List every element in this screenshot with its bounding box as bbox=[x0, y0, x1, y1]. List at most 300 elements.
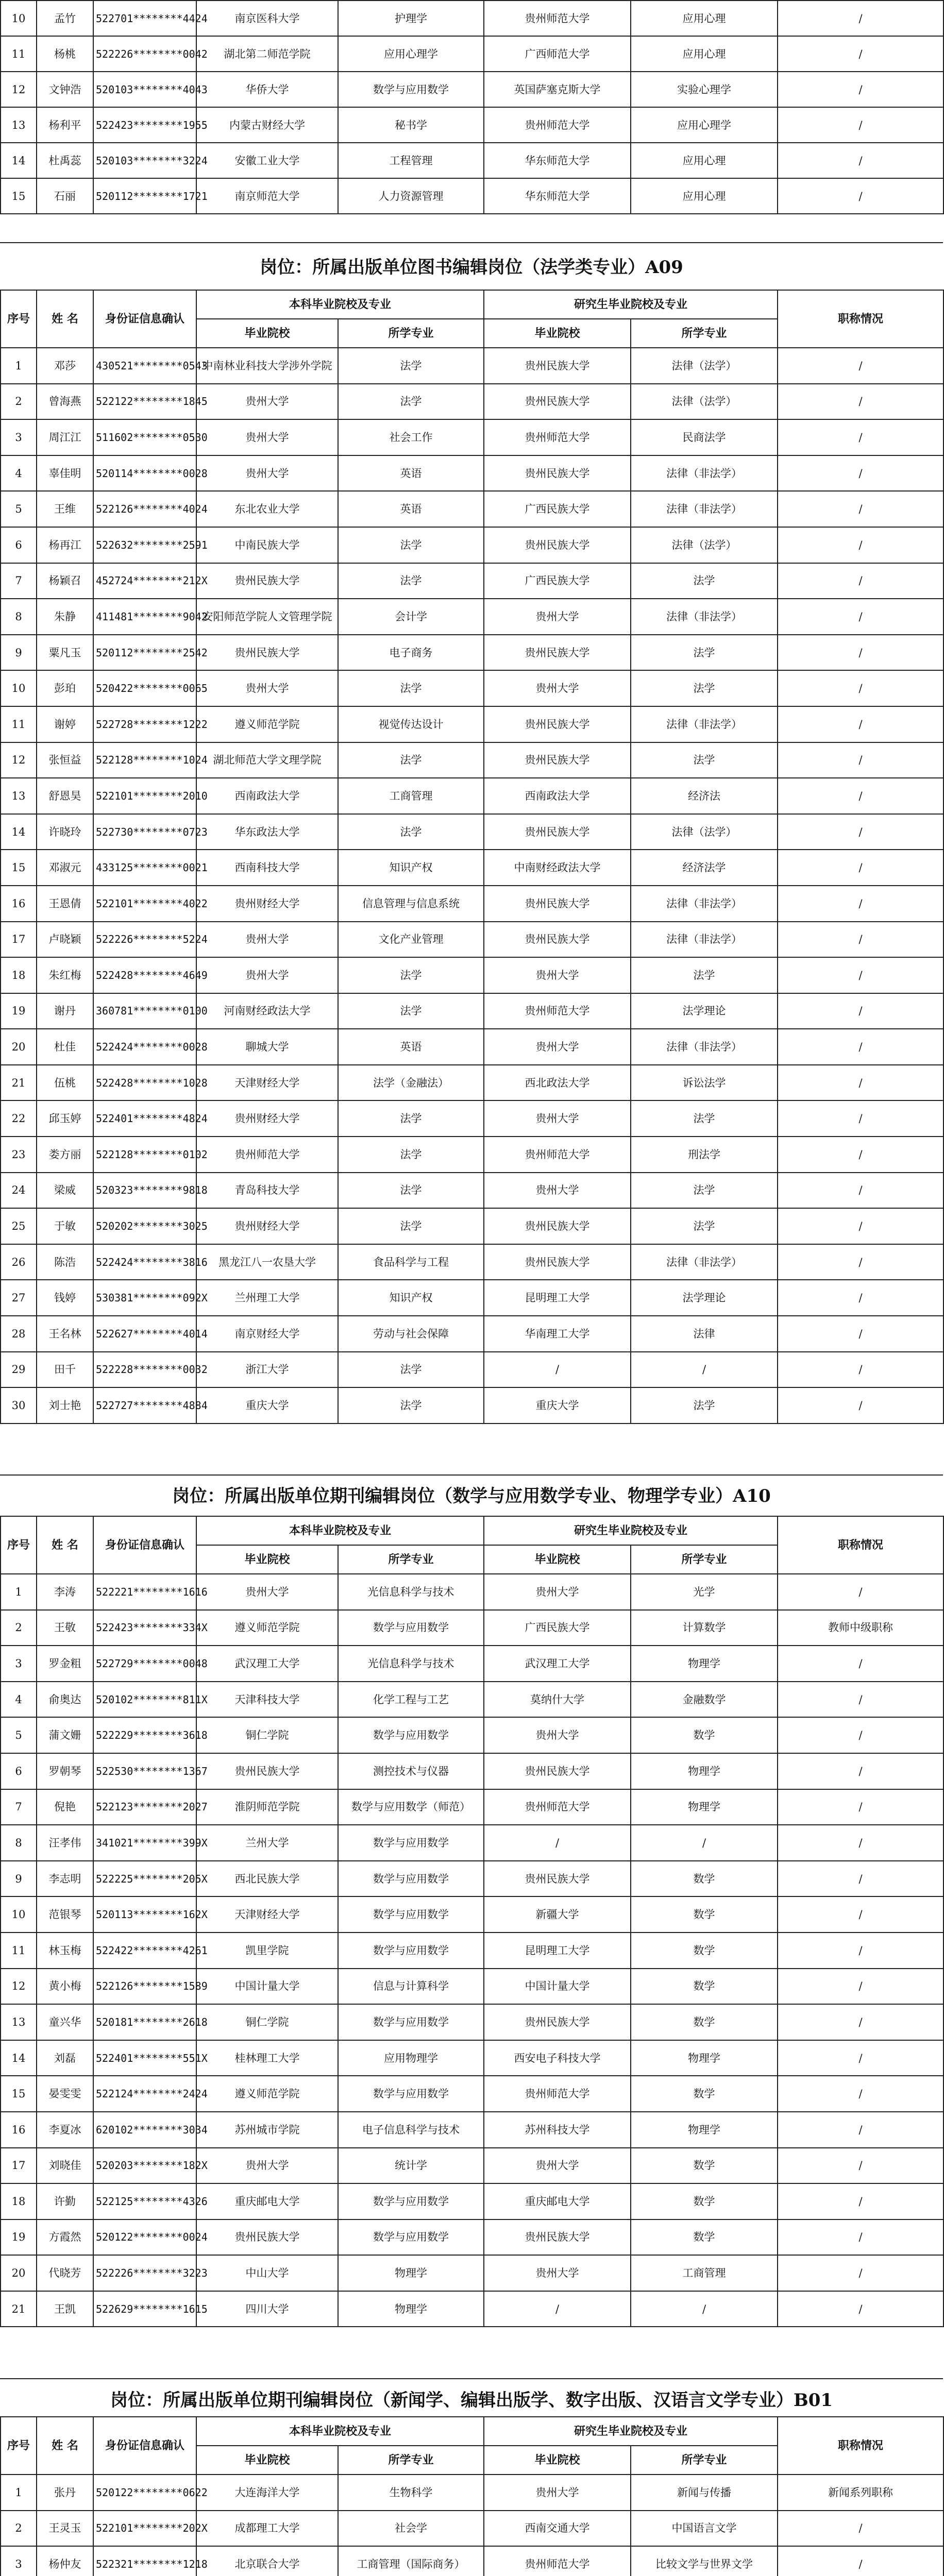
id-cell: 522423********1955 bbox=[93, 107, 196, 143]
ug-major-cell: 法学 bbox=[338, 1387, 484, 1423]
title-cell: / bbox=[778, 1029, 943, 1065]
pg-school-cell: 贵州师范大学 bbox=[484, 419, 631, 455]
ug-major-cell: 法学 bbox=[338, 1100, 484, 1137]
title-cell: / bbox=[778, 922, 943, 958]
seq-cell: 15 bbox=[1, 2076, 37, 2112]
table-row bbox=[1, 706, 943, 742]
name-cell: 杨颖召 bbox=[37, 563, 93, 599]
pg-major-cell: 比较文学与世界文学 bbox=[631, 2546, 778, 2576]
seq-cell: 11 bbox=[1, 706, 37, 742]
name-cell: 辜佳明 bbox=[37, 455, 93, 492]
name-cell: 孟竹 bbox=[37, 1, 93, 36]
table-row bbox=[1, 1316, 943, 1352]
pg-major-cell: / bbox=[631, 1825, 778, 1861]
title-cell: / bbox=[778, 1574, 943, 1610]
seq-cell: 2 bbox=[1, 2511, 37, 2547]
pg-school-cell: 中南财经政法大学 bbox=[484, 850, 631, 886]
ug-major-cell: 数学与应用数学 bbox=[338, 2004, 484, 2040]
name-cell: 田千 bbox=[37, 1352, 93, 1388]
pg-school-cell: 贵州师范大学 bbox=[484, 2076, 631, 2112]
ug-school-cell: 贵州师范大学 bbox=[196, 1137, 338, 1173]
pg-major-cell: 法律（非法学） bbox=[631, 922, 778, 958]
table-row bbox=[1, 1352, 943, 1388]
pg-major-cell: 民商法学 bbox=[631, 419, 778, 455]
ug-school-cell: 凯里学院 bbox=[196, 1933, 338, 1969]
seq-cell: 10 bbox=[1, 670, 37, 706]
pg-school-cell: 贵州民族大学 bbox=[484, 2004, 631, 2040]
ug-school-cell: 北京联合大学 bbox=[196, 2546, 338, 2576]
table-row bbox=[1, 2255, 943, 2291]
ug-school-cell: 天津科技大学 bbox=[196, 1682, 338, 1718]
name-cell: 石丽 bbox=[37, 178, 93, 214]
pg-major-cell: 法学 bbox=[631, 1100, 778, 1137]
ug-school-cell: 淮阴师范学院 bbox=[196, 1789, 338, 1825]
pg-major-cell: 法律（非法学） bbox=[631, 706, 778, 742]
name-cell: 谢丹 bbox=[37, 993, 93, 1029]
name-cell: 王名林 bbox=[37, 1316, 93, 1352]
ug-major-cell: 法学 bbox=[338, 1173, 484, 1209]
seq-cell: 9 bbox=[1, 1861, 37, 1897]
pg-major-cell: 法律（非法学） bbox=[631, 491, 778, 527]
title-cell: / bbox=[778, 2219, 943, 2256]
pg-major-cell: 法律（非法学） bbox=[631, 1029, 778, 1065]
pg-school-cell: 贵州民族大学 bbox=[484, 814, 631, 850]
table-row bbox=[1, 2183, 943, 2219]
pg-major-cell: 数学 bbox=[631, 2219, 778, 2256]
title-cell: / bbox=[778, 527, 943, 563]
section-divider bbox=[0, 1475, 943, 1476]
ug-major-cell: 视觉传达设计 bbox=[338, 706, 484, 742]
ug-school-cell: 贵州大学 bbox=[196, 922, 338, 958]
name-cell: 邓淑元 bbox=[37, 850, 93, 886]
pg-major-cell: 数学 bbox=[631, 2148, 778, 2184]
pg-major-cell: 法律（非法学） bbox=[631, 455, 778, 492]
title-cell: / bbox=[778, 670, 943, 706]
seq-cell: 28 bbox=[1, 1316, 37, 1352]
id-cell: 522423********334X bbox=[93, 1610, 196, 1646]
id-cell: 433125********0021 bbox=[93, 850, 196, 886]
table-row bbox=[1, 384, 943, 420]
pg-major-cell: 诉讼法学 bbox=[631, 1065, 778, 1101]
ug-major-cell: 工商管理（国际商务） bbox=[338, 2546, 484, 2576]
seq-cell: 8 bbox=[1, 1825, 37, 1861]
pg-school-cell: 广西师范大学 bbox=[484, 36, 631, 72]
name-cell: 李涛 bbox=[37, 1574, 93, 1610]
header-title: 职称情况 bbox=[778, 1516, 943, 1574]
ug-major-cell: 人力资源管理 bbox=[338, 178, 484, 214]
name-cell: 杜禹蕊 bbox=[37, 143, 93, 178]
seq-cell: 18 bbox=[1, 2183, 37, 2219]
name-cell: 罗朝琴 bbox=[37, 1753, 93, 1789]
header-pg-school: 毕业院校 bbox=[484, 1545, 631, 1574]
pg-major-cell: 数学 bbox=[631, 2183, 778, 2219]
id-cell: 520203********182X bbox=[93, 2148, 196, 2184]
table-row bbox=[1, 491, 943, 527]
name-cell: 邱玉婷 bbox=[37, 1100, 93, 1137]
header-ug-major: 所学专业 bbox=[338, 319, 484, 348]
pg-school-cell: 贵州师范大学 bbox=[484, 1137, 631, 1173]
seq-cell: 26 bbox=[1, 1244, 37, 1280]
name-cell: 代晓芳 bbox=[37, 2255, 93, 2291]
ug-major-cell: 应用物理学 bbox=[338, 2040, 484, 2076]
id-cell: 522321********1218 bbox=[93, 2546, 196, 2576]
id-cell: 530381********092X bbox=[93, 1280, 196, 1316]
seq-cell: 5 bbox=[1, 491, 37, 527]
ug-school-cell: 贵州民族大学 bbox=[196, 1753, 338, 1789]
id-cell: 520422********0065 bbox=[93, 670, 196, 706]
pg-major-cell: / bbox=[631, 2291, 778, 2327]
name-cell: 王凯 bbox=[37, 2291, 93, 2327]
header-postgrad: 研究生毕业院校及专业 bbox=[484, 290, 778, 319]
name-cell: 童兴华 bbox=[37, 2004, 93, 2040]
table-row bbox=[1, 1682, 943, 1718]
header-row bbox=[1, 1516, 943, 1545]
seq-cell: 29 bbox=[1, 1352, 37, 1388]
seq-cell: 4 bbox=[1, 455, 37, 492]
title-cell: / bbox=[778, 384, 943, 420]
seq-cell: 6 bbox=[1, 1753, 37, 1789]
name-cell: 林玉梅 bbox=[37, 1933, 93, 1969]
pg-school-cell: 贵州大学 bbox=[484, 1100, 631, 1137]
name-cell: 文钟浩 bbox=[37, 72, 93, 107]
id-cell: 522124********2424 bbox=[93, 2076, 196, 2112]
pg-school-cell: 贵州民族大学 bbox=[484, 1861, 631, 1897]
pg-school-cell: 西北政法大学 bbox=[484, 1065, 631, 1101]
header-seq: 序号 bbox=[1, 290, 37, 348]
table-row bbox=[1, 957, 943, 993]
ug-major-cell: 光信息科学与技术 bbox=[338, 1646, 484, 1682]
ug-major-cell: 法学 bbox=[338, 1208, 484, 1244]
id-cell: 520114********0028 bbox=[93, 455, 196, 492]
name-cell: 杨利平 bbox=[37, 107, 93, 143]
ug-major-cell: 法学 bbox=[338, 993, 484, 1029]
id-cell: 522728********1222 bbox=[93, 706, 196, 742]
table-row bbox=[1, 1387, 943, 1423]
title-cell: / bbox=[778, 886, 943, 922]
title-cell: / bbox=[778, 850, 943, 886]
pg-major-cell: 新闻与传播 bbox=[631, 2475, 778, 2511]
pg-major-cell: 法律（法学） bbox=[631, 527, 778, 563]
pg-school-cell: 贵州民族大学 bbox=[484, 742, 631, 778]
seq-cell: 12 bbox=[1, 72, 37, 107]
ug-school-cell: 大连海洋大学 bbox=[196, 2475, 338, 2511]
table-row bbox=[1, 814, 943, 850]
pg-major-cell: 应用心理 bbox=[631, 1, 778, 36]
name-cell: 李志明 bbox=[37, 1861, 93, 1897]
pg-school-cell: 贵州民族大学 bbox=[484, 348, 631, 384]
title-cell: / bbox=[778, 1646, 943, 1682]
id-cell: 520323********9818 bbox=[93, 1173, 196, 1209]
table-row bbox=[1, 2475, 943, 2511]
pg-school-cell: 贵州师范大学 bbox=[484, 993, 631, 1029]
seq-cell: 1 bbox=[1, 2475, 37, 2511]
id-cell: 522729********0048 bbox=[93, 1646, 196, 1682]
seq-cell: 21 bbox=[1, 2291, 37, 2327]
pg-major-cell: 应用心理 bbox=[631, 143, 778, 178]
title-cell: / bbox=[778, 706, 943, 742]
name-cell: 张恒益 bbox=[37, 742, 93, 778]
title-cell: / bbox=[778, 635, 943, 671]
id-cell: 522422********4261 bbox=[93, 1933, 196, 1969]
seq-cell: 21 bbox=[1, 1065, 37, 1101]
pg-school-cell: 贵州大学 bbox=[484, 957, 631, 993]
seq-cell: 14 bbox=[1, 143, 37, 178]
title-cell: / bbox=[778, 72, 943, 107]
header-name: 姓 名 bbox=[37, 1516, 93, 1574]
pg-school-cell: 贵州大学 bbox=[484, 2255, 631, 2291]
pg-major-cell: 数学 bbox=[631, 1896, 778, 1933]
header-title: 职称情况 bbox=[778, 2417, 943, 2475]
pg-school-cell: 华东师范大学 bbox=[484, 143, 631, 178]
table-row bbox=[1, 107, 943, 143]
pg-school-cell: 华东师范大学 bbox=[484, 178, 631, 214]
pg-major-cell: 物理学 bbox=[631, 1753, 778, 1789]
id-cell: 522128********1024 bbox=[93, 742, 196, 778]
pg-school-cell: 英国萨塞克斯大学 bbox=[484, 72, 631, 107]
id-cell: 522101********2010 bbox=[93, 778, 196, 814]
name-cell: 朱静 bbox=[37, 599, 93, 635]
ug-major-cell: 数学与应用数学 bbox=[338, 1861, 484, 1897]
seq-cell: 20 bbox=[1, 2255, 37, 2291]
header-seq: 序号 bbox=[1, 1516, 37, 1574]
seq-cell: 17 bbox=[1, 922, 37, 958]
id-cell: 341021********399X bbox=[93, 1825, 196, 1861]
ug-major-cell: 数学与应用数学 bbox=[338, 2219, 484, 2256]
title-cell: / bbox=[778, 178, 943, 214]
pg-school-cell: 贵州民族大学 bbox=[484, 635, 631, 671]
header-pg-major: 所学专业 bbox=[631, 319, 778, 348]
ug-school-cell: 安徽工业大学 bbox=[196, 143, 338, 178]
header-id: 身份证信息确认 bbox=[93, 1516, 196, 1574]
table-row bbox=[1, 36, 943, 72]
pg-school-cell: 中国计量大学 bbox=[484, 1969, 631, 2005]
name-cell: 方霞然 bbox=[37, 2219, 93, 2256]
table-row bbox=[1, 2511, 943, 2547]
pg-major-cell: 应用心理学 bbox=[631, 107, 778, 143]
id-cell: 522225********205X bbox=[93, 1861, 196, 1897]
title-cell: / bbox=[778, 1352, 943, 1388]
title-cell: / bbox=[778, 2112, 943, 2148]
ug-school-cell: 武汉理工大学 bbox=[196, 1646, 338, 1682]
id-cell: 522126********4024 bbox=[93, 491, 196, 527]
ug-major-cell: 电子信息科学与技术 bbox=[338, 2112, 484, 2148]
section-divider bbox=[0, 2378, 943, 2379]
id-cell: 522629********1615 bbox=[93, 2291, 196, 2327]
pg-school-cell: 昆明理工大学 bbox=[484, 1280, 631, 1316]
id-cell: 522122********1845 bbox=[93, 384, 196, 420]
table-row bbox=[1, 1137, 943, 1173]
id-cell: 522128********0102 bbox=[93, 1137, 196, 1173]
pg-major-cell: 法律（法学） bbox=[631, 384, 778, 420]
title-cell: / bbox=[778, 1137, 943, 1173]
table-row bbox=[1, 1280, 943, 1316]
ug-major-cell: 数学与应用数学 bbox=[338, 72, 484, 107]
pg-major-cell: 法学 bbox=[631, 670, 778, 706]
name-cell: 彭珀 bbox=[37, 670, 93, 706]
pg-school-cell: 贵州民族大学 bbox=[484, 527, 631, 563]
name-cell: 李夏冰 bbox=[37, 2112, 93, 2148]
name-cell: 于敏 bbox=[37, 1208, 93, 1244]
pg-major-cell: 计算数学 bbox=[631, 1610, 778, 1646]
ug-school-cell: 铜仁学院 bbox=[196, 1717, 338, 1753]
table-row bbox=[1, 2291, 943, 2327]
name-cell: 陈浩 bbox=[37, 1244, 93, 1280]
table-row bbox=[1, 670, 943, 706]
pg-school-cell: / bbox=[484, 2291, 631, 2327]
seq-cell: 24 bbox=[1, 1173, 37, 1209]
pg-school-cell: 贵州师范大学 bbox=[484, 107, 631, 143]
pg-school-cell: 贵州大学 bbox=[484, 2148, 631, 2184]
header-ug-school: 毕业院校 bbox=[196, 2446, 338, 2475]
ug-school-cell: 中南林业科技大学涉外学院 bbox=[196, 348, 338, 384]
pg-school-cell: 华南理工大学 bbox=[484, 1316, 631, 1352]
header-ug-major: 所学专业 bbox=[338, 1545, 484, 1574]
pg-major-cell: 法学 bbox=[631, 742, 778, 778]
name-cell: 杨仲友 bbox=[37, 2546, 93, 2576]
title-cell: / bbox=[778, 563, 943, 599]
ug-school-cell: 河南财经政法大学 bbox=[196, 993, 338, 1029]
pg-major-cell: 实验心理学 bbox=[631, 72, 778, 107]
ug-major-cell: 法学（金融法） bbox=[338, 1065, 484, 1101]
table-row bbox=[1, 2004, 943, 2040]
table-row bbox=[1, 419, 943, 455]
section-title: 岗位：所属出版单位期刊编辑岗位（新闻学、编辑出版学、数字出版、汉语言文学专业）B01 bbox=[110, 2390, 833, 2411]
pg-major-cell: 物理学 bbox=[631, 2112, 778, 2148]
id-cell: 522228********0032 bbox=[93, 1352, 196, 1388]
id-cell: 520103********3224 bbox=[93, 143, 196, 178]
pg-school-cell: 新疆大学 bbox=[484, 1896, 631, 1933]
name-cell: 钱婷 bbox=[37, 1280, 93, 1316]
table-row bbox=[1, 778, 943, 814]
ug-school-cell: 桂林理工大学 bbox=[196, 2040, 338, 2076]
seq-cell: 27 bbox=[1, 1280, 37, 1316]
header-pg-school: 毕业院校 bbox=[484, 2446, 631, 2475]
pg-major-cell: 法学 bbox=[631, 957, 778, 993]
title-cell: / bbox=[778, 778, 943, 814]
ug-school-cell: 天津财经大学 bbox=[196, 1065, 338, 1101]
pg-major-cell: 中国语言文学 bbox=[631, 2511, 778, 2547]
ug-school-cell: 华东政法大学 bbox=[196, 814, 338, 850]
ug-school-cell: 贵州民族大学 bbox=[196, 563, 338, 599]
table-row bbox=[1, 1789, 943, 1825]
pg-school-cell: 昆明理工大学 bbox=[484, 1933, 631, 1969]
title-cell: / bbox=[778, 2148, 943, 2184]
name-cell: 王恩倩 bbox=[37, 886, 93, 922]
table-row bbox=[1, 742, 943, 778]
ug-major-cell: 数学与应用数学 bbox=[338, 1717, 484, 1753]
pg-school-cell: 莫纳什大学 bbox=[484, 1682, 631, 1718]
header-pg-major: 所学专业 bbox=[631, 1545, 778, 1574]
seq-cell: 7 bbox=[1, 1789, 37, 1825]
name-cell: 汪孝伟 bbox=[37, 1825, 93, 1861]
pg-school-cell: 贵州民族大学 bbox=[484, 455, 631, 492]
table-row bbox=[1, 2112, 943, 2148]
id-cell: 522401********4824 bbox=[93, 1100, 196, 1137]
title-cell: / bbox=[778, 1825, 943, 1861]
pg-school-cell: 贵州民族大学 bbox=[484, 2219, 631, 2256]
pg-major-cell: 经济法 bbox=[631, 778, 778, 814]
name-cell: 刘磊 bbox=[37, 2040, 93, 2076]
header-title: 职称情况 bbox=[778, 290, 943, 348]
ug-major-cell: 法学 bbox=[338, 1137, 484, 1173]
header-pg-school: 毕业院校 bbox=[484, 319, 631, 348]
header-name: 姓 名 bbox=[37, 2417, 93, 2475]
ug-school-cell: 聊城大学 bbox=[196, 1029, 338, 1065]
seq-cell: 2 bbox=[1, 1610, 37, 1646]
table-row bbox=[1, 1208, 943, 1244]
id-cell: 522701********4424 bbox=[93, 1, 196, 36]
ug-school-cell: 南京师范大学 bbox=[196, 178, 338, 214]
ug-school-cell: 兰州理工大学 bbox=[196, 1280, 338, 1316]
header-postgrad: 研究生毕业院校及专业 bbox=[484, 2417, 778, 2446]
seq-cell: 13 bbox=[1, 107, 37, 143]
pg-major-cell: 金融数学 bbox=[631, 1682, 778, 1718]
ug-major-cell: 数学与应用数学（师范） bbox=[338, 1789, 484, 1825]
seq-cell: 6 bbox=[1, 527, 37, 563]
table-row bbox=[1, 1896, 943, 1933]
id-cell: 522424********0028 bbox=[93, 1029, 196, 1065]
ug-school-cell: 内蒙古财经大学 bbox=[196, 107, 338, 143]
ug-major-cell: 法学 bbox=[338, 527, 484, 563]
pg-school-cell: 贵州大学 bbox=[484, 1029, 631, 1065]
name-cell: 舒恩昊 bbox=[37, 778, 93, 814]
table-row bbox=[1, 1825, 943, 1861]
pg-major-cell: 法律 bbox=[631, 1316, 778, 1352]
ug-school-cell: 南京财经大学 bbox=[196, 1316, 338, 1352]
ug-school-cell: 铜仁学院 bbox=[196, 2004, 338, 2040]
ug-major-cell: 信息与计算科学 bbox=[338, 1969, 484, 2005]
name-cell: 王敬 bbox=[37, 1610, 93, 1646]
ug-school-cell: 西北民族大学 bbox=[196, 1861, 338, 1897]
seq-cell: 19 bbox=[1, 2219, 37, 2256]
ug-major-cell: 英语 bbox=[338, 491, 484, 527]
ug-major-cell: 知识产权 bbox=[338, 850, 484, 886]
ug-school-cell: 东北农业大学 bbox=[196, 491, 338, 527]
title-cell: / bbox=[778, 2004, 943, 2040]
pg-school-cell: 贵州大学 bbox=[484, 670, 631, 706]
pg-major-cell: 数学 bbox=[631, 1717, 778, 1753]
pg-school-cell: 贵州民族大学 bbox=[484, 1208, 631, 1244]
pg-school-cell: 贵州大学 bbox=[484, 599, 631, 635]
id-cell: 522226********3223 bbox=[93, 2255, 196, 2291]
pg-major-cell: 光学 bbox=[631, 1574, 778, 1610]
ug-major-cell: 工商管理 bbox=[338, 778, 484, 814]
ug-major-cell: 数学与应用数学 bbox=[338, 1933, 484, 1969]
ug-major-cell: 法学 bbox=[338, 1352, 484, 1388]
ug-school-cell: 贵州大学 bbox=[196, 957, 338, 993]
title-cell: / bbox=[778, 1100, 943, 1137]
ug-major-cell: 英语 bbox=[338, 1029, 484, 1065]
title-cell: / bbox=[778, 742, 943, 778]
ug-major-cell: 信息管理与信息系统 bbox=[338, 886, 484, 922]
pg-school-cell: 苏州科技大学 bbox=[484, 2112, 631, 2148]
pg-school-cell: 贵州民族大学 bbox=[484, 706, 631, 742]
continued-table bbox=[0, 0, 944, 214]
pg-major-cell: 应用心理 bbox=[631, 178, 778, 214]
pg-school-cell: 广西民族大学 bbox=[484, 1610, 631, 1646]
ug-school-cell: 成都理工大学 bbox=[196, 2511, 338, 2547]
section-title: 岗位：所属出版单位图书编辑岗位（法学类专业）A09 bbox=[260, 257, 683, 278]
seq-cell: 30 bbox=[1, 1387, 37, 1423]
name-cell: 黄小梅 bbox=[37, 1969, 93, 2005]
header-ug-school: 毕业院校 bbox=[196, 319, 338, 348]
pg-major-cell: 工商管理 bbox=[631, 2255, 778, 2291]
title-cell: / bbox=[778, 599, 943, 635]
title-cell: / bbox=[778, 1065, 943, 1101]
pg-school-cell: 西南交通大学 bbox=[484, 2511, 631, 2547]
header-seq: 序号 bbox=[1, 2417, 37, 2475]
ug-school-cell: 华侨大学 bbox=[196, 72, 338, 107]
